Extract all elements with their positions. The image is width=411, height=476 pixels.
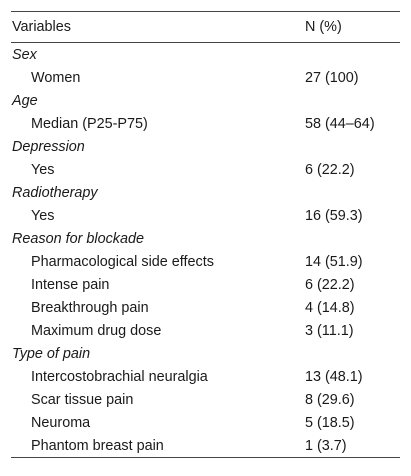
variable-label: Median (P25-P75) (31, 115, 148, 132)
table-row (11, 112, 400, 135)
section-row (11, 227, 400, 250)
value-cell: 1 (3.7) (305, 434, 400, 458)
table-row (11, 273, 400, 296)
value-cell: 3 (11.1) (305, 322, 354, 339)
table-header-row (11, 12, 400, 43)
table-row (11, 434, 400, 458)
section-label: Age (12, 92, 38, 109)
section-label: Depression (12, 138, 85, 155)
variable-label: Breakthrough pain (31, 299, 149, 316)
value-cell: 16 (59.3) (305, 207, 363, 224)
value-cell: 8 (29.6) (305, 391, 355, 408)
variable-label: Scar tissue pain (31, 391, 134, 408)
value-cell: 58 (44–64) (305, 115, 375, 132)
data-table (11, 11, 400, 458)
variable-label: Intense pain (31, 276, 110, 293)
value-cell (305, 227, 400, 250)
value-cell (305, 181, 400, 204)
value-cell: 5 (18.5) (305, 414, 355, 431)
value-cell: 14 (51.9) (305, 253, 363, 270)
section-row (11, 135, 400, 158)
value-cell: 27 (100) (305, 69, 359, 86)
value-cell (305, 135, 400, 158)
header-variables: Variables (11, 12, 305, 43)
header-n-percent: N (%) (305, 12, 400, 43)
section-row (11, 342, 400, 365)
value-cell: 6 (22.2) (305, 276, 355, 293)
value-cell: 4 (14.8) (305, 299, 355, 316)
variable-label: Pharmacological side effects (31, 253, 214, 270)
section-row (11, 181, 400, 204)
variable-label: Yes (31, 207, 55, 224)
value-cell (305, 43, 400, 67)
table-row (11, 66, 400, 89)
variable-label: Maximum drug dose (31, 322, 162, 339)
table-row (11, 296, 400, 319)
section-label: Radiotherapy (12, 184, 98, 201)
variable-label: Neuroma (31, 414, 91, 431)
section-label: Sex (12, 46, 37, 63)
variable-label: Yes (31, 161, 55, 178)
table-row (11, 204, 400, 227)
section-label: Reason for blockade (12, 230, 144, 247)
section-row (11, 89, 400, 112)
variable-label: Phantom breast pain (11, 434, 305, 458)
variable-label: Women (31, 69, 81, 86)
value-cell: 13 (48.1) (305, 368, 363, 385)
value-cell (305, 89, 400, 112)
section-label: Type of pain (12, 345, 91, 362)
value-cell (305, 342, 400, 365)
table-row (11, 411, 400, 434)
value-cell: 6 (22.2) (305, 161, 355, 178)
table-row (11, 250, 400, 273)
variable-label: Intercostobrachial neuralgia (31, 368, 208, 385)
table-body (11, 43, 400, 458)
table-row (11, 158, 400, 181)
table-row (11, 365, 400, 388)
section-row (11, 43, 400, 67)
table-row (11, 319, 400, 342)
table-row (11, 388, 400, 411)
